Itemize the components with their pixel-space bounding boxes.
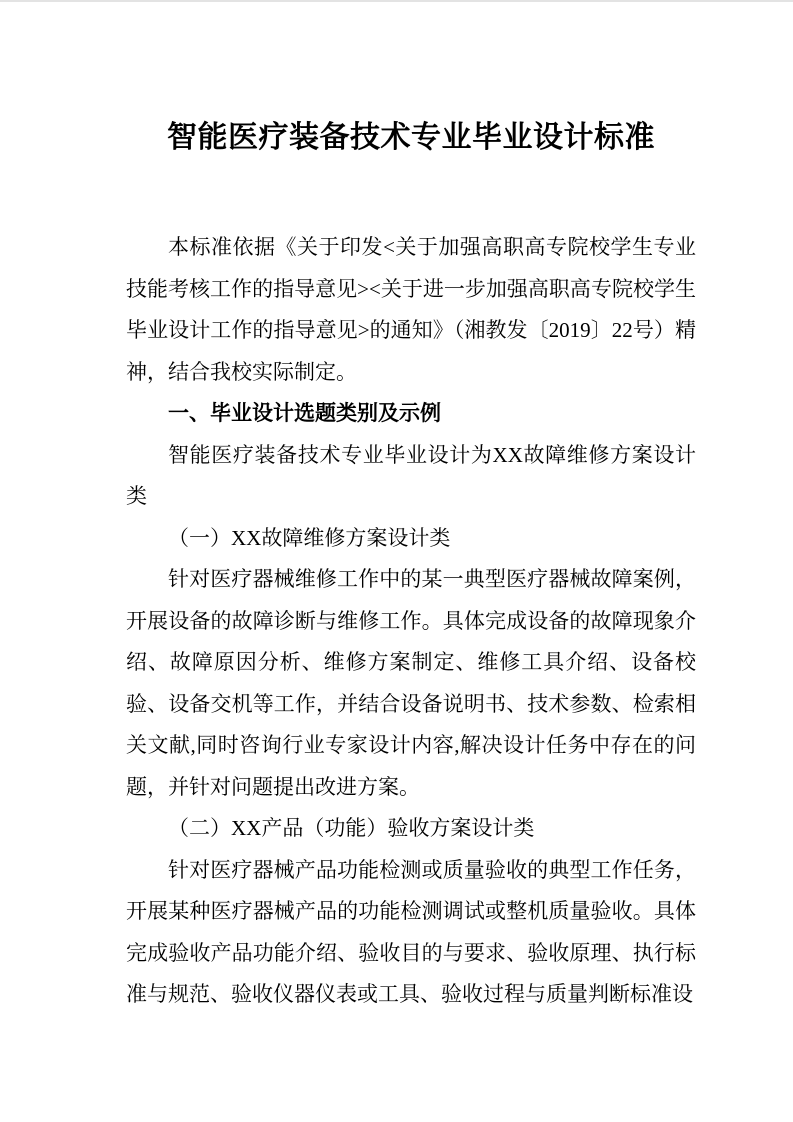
document-title: 智能医疗装备技术专业毕业设计标准 bbox=[167, 121, 655, 154]
acceptance-paragraph: 针对医疗器械产品功能检测或质量验收的典型工作任务，开展某种医疗器械产品的功能检测调试或整机质量验收。具体完成验收产品功能介绍、验收目的与要求、验收原理、执行标准与规范、验收仪器仪表或工具、验收过程与质量判断标准设 bbox=[126, 857, 696, 1006]
fault-repair-paragraph: 针对医疗器械维修工作中的某一典型医疗器械故障案例，开展设备的故障诊断与维修工作。具体完成设备的故障现象介绍、故障原因分析、维修方案制定、维修工具介绍、设备校验、设备交机等工作，并结合设备说明书、技术参数、检索相关文献,同时咨询行业专家设计内容,解决设计任务中存在的问题，并针对问题提出改进方案。 bbox=[126, 567, 696, 799]
section-lead-paragraph: 智能医疗装备技术专业毕业设计为XX故障维修方案设计类 bbox=[126, 442, 696, 508]
subsection-heading-acceptance: （二）XX产品（功能）验收方案设计类 bbox=[168, 816, 535, 840]
intro-paragraph: 本标准依据《关于印发<关于加强高职高专院校学生专业技能考核工作的指导意见><关于进一步加强高职高专院校学生毕业设计工作的指导意见>的通知》（湘教发〔2019〕22号）精神，结合我校实际制定。 bbox=[126, 235, 696, 384]
section-heading-topics: 一、毕业设计选题类别及示例 bbox=[168, 402, 441, 425]
subsection-heading-fault-repair: （一）XX故障维修方案设计类 bbox=[168, 525, 451, 550]
